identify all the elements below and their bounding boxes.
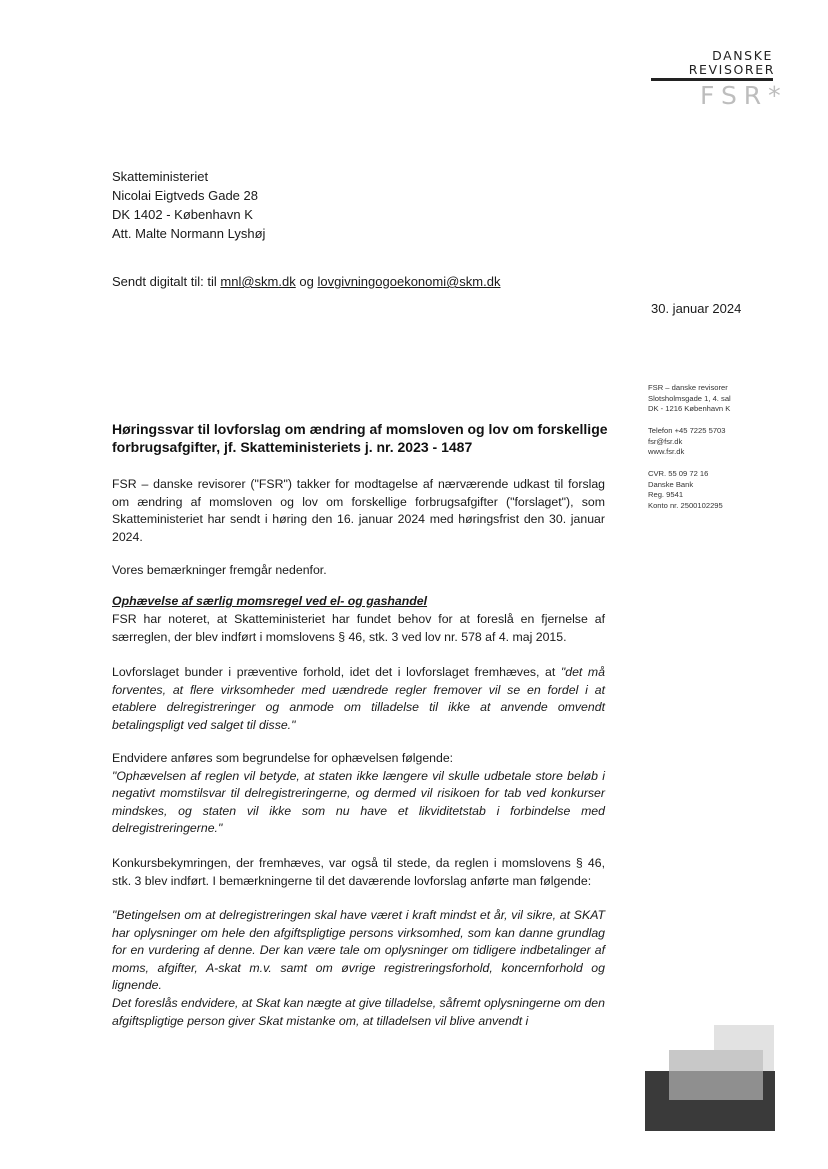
recipient-line: Skatteministeriet [112,169,209,184]
sidebar-contact-block [648,426,725,458]
sidebar-line: FSR – danske revisorer [648,383,728,392]
sidebar-address-block [648,383,731,415]
paragraph-3-text: Endvidere anføres som begrundelse for ophævelsen følgende: [112,751,454,765]
letter-date: 30. januar 2024 [651,301,742,316]
sidebar-line: Slotsholmsgade 1, 4. sal [648,393,731,403]
recipient-line: Nicolai Eigtveds Gade 28 [112,188,258,203]
sidebar-email[interactable]: fsr@fsr.dk [648,436,683,446]
intro-paragraph: FSR – danske revisorer ("FSR") takker for modtagelse af nærværende udkast til forslag om ændring af momsloven og lov om forskellige forbrugsafgifter ("forslaget"), som Skatteministeriet har sendt i høring den 16. januar 2024 med høringsfrist den 30. januar 2024. [112,477,605,544]
paragraph-6-quote: Det foreslås endvidere, at Skat kan nægte at give tilladelse, såfremt oplysningerne om den afgiftspligtige person giver Skat mistanke om, at tilladelsen vil blive anvendt i [112,996,605,1028]
document-heading: Høringssvar til lovforslag om ændring af momsloven og lov om forskellige forbrugsafgifter, jf. Skatteministeriets j. nr. 2023 - 1487 [112,421,608,455]
paragraph-3 [112,750,605,838]
sidebar-line: Danske Bank [648,479,694,489]
sent-prefix: Sendt digitalt til: til [112,274,217,289]
paragraph-1: FSR har noteret, at Skatteministeriet har fundet behov for at foreslå en fjernelse af særreglen, der blev indført i momslovens § 46, stk. 3 ved lov nr. 578 af 4. maj 2015. [112,612,605,644]
recipient-line: Att. Malte Normann Lyshøj [112,226,266,241]
email-link-mnl[interactable]: mnl@skm.dk [220,274,296,289]
paragraph-2 [112,664,605,734]
sidebar-phone: Telefon +45 7225 5703 [648,426,726,435]
email-link-lovgivning[interactable]: lovgivningogoekonomi@skm.dk [317,274,501,289]
sidebar-bank-block [648,469,723,511]
section-subheading: Ophævelse af særlig momsregel ved el- og gashandel [112,594,428,608]
sent-digitally-line [112,274,500,289]
paragraph-5-quote: "Betingelsen om at delregistreringen skal have været i kraft mindst et år, vil sikre, at SKAT har oplysninger om hele den afgiftspligtige persons virksomhed, som kan danne grundlag for en vurdering af denne. Der kan være tale om oplysninger om tidligere indbetalinger af moms, afgifter, A-skat m.v. samt om øvrige registreringsforhold, koncernforhold og lignende. [112,908,605,993]
sidebar-line: CVR. 55 09 72 16 [648,469,709,478]
fsr-logo-mark: FSR* [700,81,788,110]
recipient-line: DK 1402 - København K [112,207,253,222]
sidebar-website[interactable]: www.fsr.dk [648,447,685,457]
sidebar-line: Konto nr. 2500102295 [648,500,723,510]
decorative-square [669,1071,763,1100]
sidebar-line: DK - 1216 København K [648,404,731,414]
paragraph-3-quote: "Ophævelsen af reglen vil betyde, at staten ikke længere vil skulle udbetale store beløb i negativt momstilsvar til delregistreringerne, og dermed vil risikoen for tab ved konkurser mindskes, og staten vil ikke som nu have et likviditetstab i forbindelse med delregistreringerne." [112,768,605,836]
paragraph-2-text: Lovforslaget bunder i præventive forhold, idet det i lovforslaget fremhæves, at [112,665,561,679]
logo-text-danske: DANSKE [712,48,773,63]
recipient-address [112,167,265,243]
remarks-paragraph: Vores bemærkninger fremgår nedenfor. [112,563,327,577]
paragraph-2-quote: "det må forventes, at flere virksomheder med uændrede regler fremover vil se en fordel i at etablere delregistreringer og anmode om tilladelse til ikke at anvende omvendt betalingspligt ved salget til disse." [112,665,605,732]
logo-text-revisorer: REVISORER [688,62,775,77]
paragraph-4: Konkursbekymringen, der fremhæves, var også til stede, da reglen i momslovens § 46, stk. 3 blev indført. I bemærkningerne til det daværende lovforslag anførte man følgende: [112,856,605,888]
sent-joiner: og [299,274,314,289]
sidebar-line: Reg. 9541 [648,490,684,500]
